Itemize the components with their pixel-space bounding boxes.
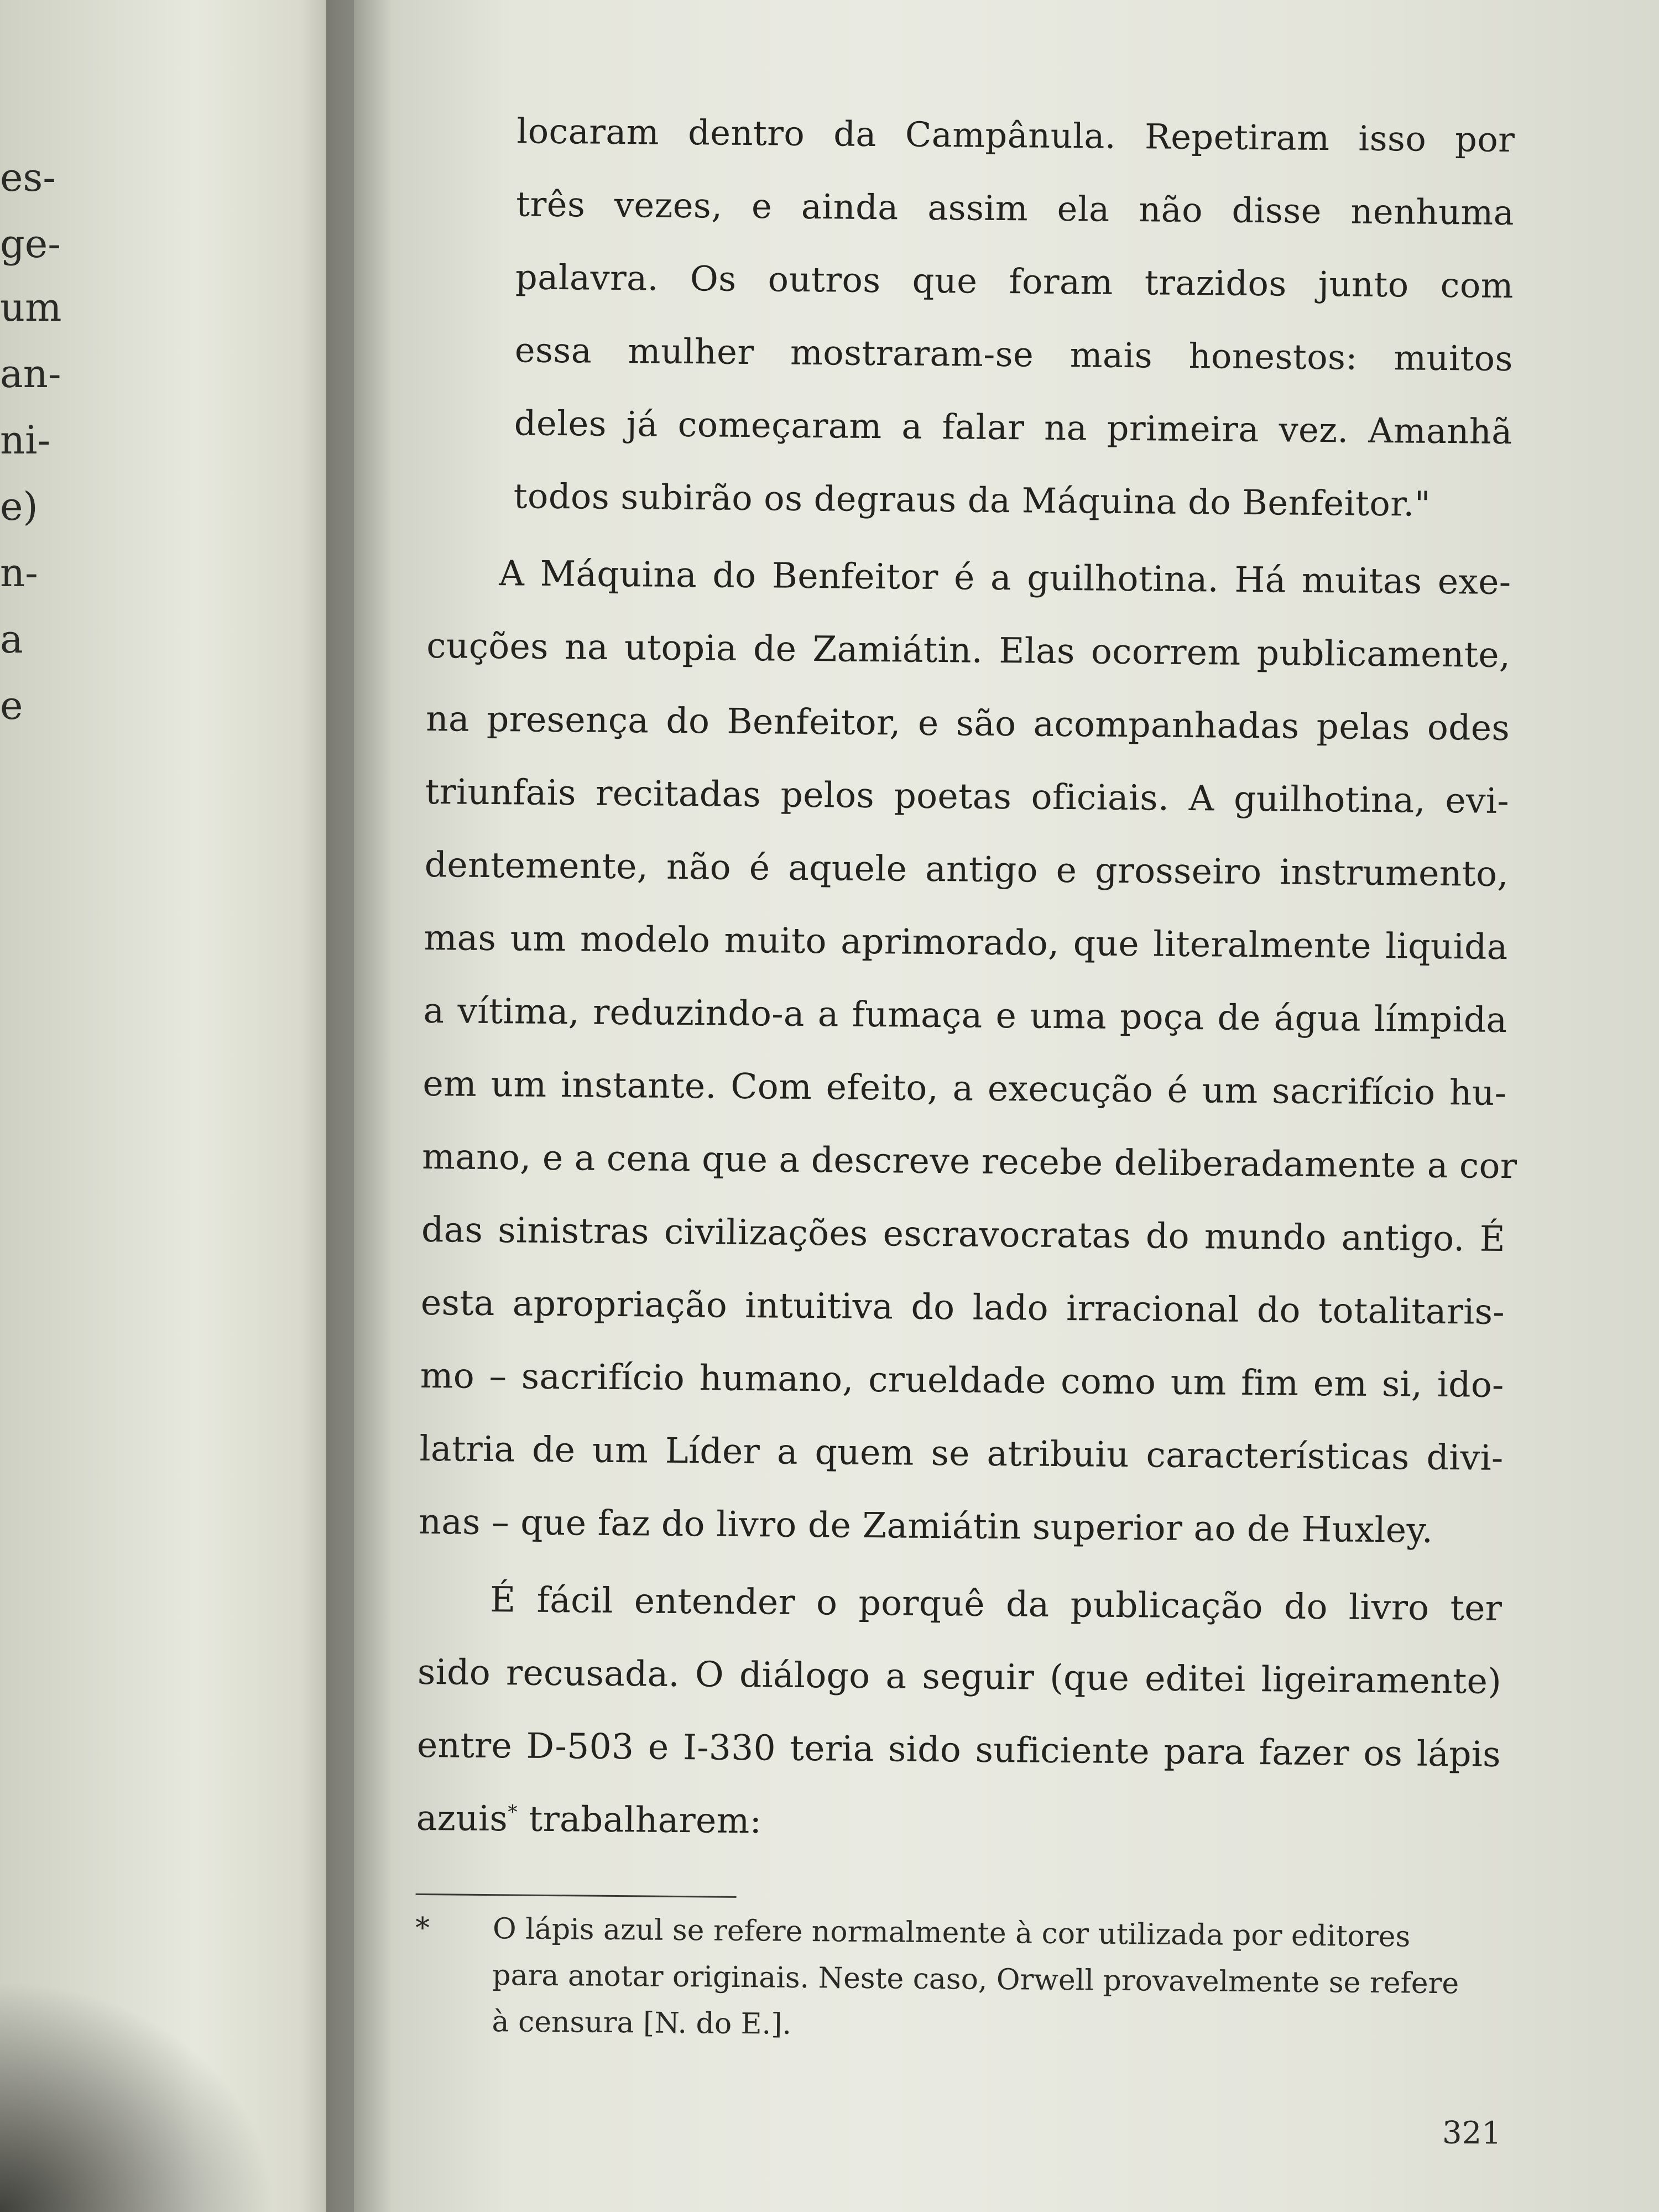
paragraph-line: esta apropriação intuitiva do lado irracional do totalitaris-: [420, 1282, 1505, 1333]
paragraph-line: É fácil entender o porquê da publicação do livro ter: [489, 1579, 1503, 1629]
paragraph-line: latria de um Líder a quem se atribuiu características divi-: [419, 1428, 1504, 1479]
paragraph-2: [416, 1563, 1503, 1864]
paragraph-line: nas – que faz do livro de Zamiátin superior ao de Huxley.: [419, 1501, 1433, 1551]
paragraph-line: mo – sacrifício humano, crueldade como um fim em si, ido-: [420, 1355, 1505, 1406]
left-page-fragment: e: [0, 683, 23, 728]
footnote-marker: *: [415, 1911, 430, 1945]
quote-line: deles já começaram a falar na primeira vez. Amanhã: [514, 403, 1513, 452]
paragraph-line: na presença do Benfeitor, e são acompanhadas pelas odes: [425, 698, 1510, 749]
paragraph-line: mas um modelo muito aprimorado, que literalmente liquida: [424, 917, 1508, 968]
footnote: [414, 1905, 1499, 2054]
quote-line: três vezes, e ainda assim ela não disse nenhuma: [515, 184, 1515, 233]
paragraph-text: azuis: [416, 1797, 508, 1839]
left-page-fragment: e): [0, 484, 38, 529]
quote-line: locaram dentro da Campânula. Repetiram isso por: [517, 111, 1515, 160]
left-page-fragment: es-: [0, 155, 56, 200]
quote-line: todos subirão os degraus da Máquina do Benfeitor.": [513, 476, 1431, 524]
paragraph-line: [416, 1782, 1500, 1864]
left-page-fragment: n-: [0, 550, 38, 596]
paragraph-1: [419, 536, 1517, 1568]
paragraph-text: trabalharem:: [517, 1798, 762, 1841]
paragraph-line: entre D-503 e I-330 teria sido suficiente para fazer os lápis: [416, 1724, 1501, 1775]
paragraph-line: a vítima, reduzindo-a a fumaça e uma poça de água límpida: [423, 990, 1507, 1041]
footnote-divider: [416, 1893, 737, 1898]
paragraph-line: A Máquina do Benfeitor é a guilhotina. Há muitas exe-: [499, 553, 1511, 603]
paragraph-line: triunfais recitadas pelos poetas oficiais. A guilhotina, evi-: [425, 771, 1510, 822]
footnote-reference[interactable]: *: [508, 1801, 518, 1824]
block-quote: [427, 94, 1515, 541]
left-page-fragment: ge-: [0, 221, 61, 267]
corner-shadow: [0, 1980, 276, 2212]
paragraph-line: sido recusada. O diálogo a seguir (que editei ligeiramente): [417, 1651, 1502, 1702]
paragraph-line: das sinistras civilizações escravocratas do mundo antigo. É: [421, 1209, 1506, 1260]
quote-line: palavra. Os outros que foram trazidos junto com: [515, 257, 1514, 306]
footnote-line: à censura [N. do E.].: [492, 2005, 792, 2041]
left-page: [0, 0, 354, 2212]
gutter-shadow: [326, 0, 393, 2212]
left-page-fragment: a: [0, 617, 23, 662]
footnote-line: para anotar originais. Neste caso, Orwell provavelmente se refere: [492, 1959, 1459, 2001]
page-body: [414, 94, 1515, 2054]
paragraph-line: mano, e a cena que a descreve recebe deliberadamente a cor: [421, 1136, 1517, 1187]
left-page-fragment: um: [0, 285, 62, 330]
page-number: 321: [1442, 2115, 1502, 2152]
footnote-line: O lápis azul se refere normalmente à cor utilizada por editores: [492, 1912, 1411, 1954]
paragraph-line: cuções na utopia de Zamiátin. Elas ocorrem publicamente,: [426, 625, 1511, 676]
left-page-fragment: an-: [0, 351, 61, 397]
paragraph-line: em um instante. Com efeito, a execução é um sacrifício hu-: [422, 1063, 1507, 1114]
paragraph-line: dentemente, não é aquele antigo e grosseiro instrumento,: [424, 844, 1509, 895]
quote-line: essa mulher mostraram-se mais honestos: muitos: [514, 330, 1514, 379]
left-page-fragment: ni-: [0, 418, 51, 463]
